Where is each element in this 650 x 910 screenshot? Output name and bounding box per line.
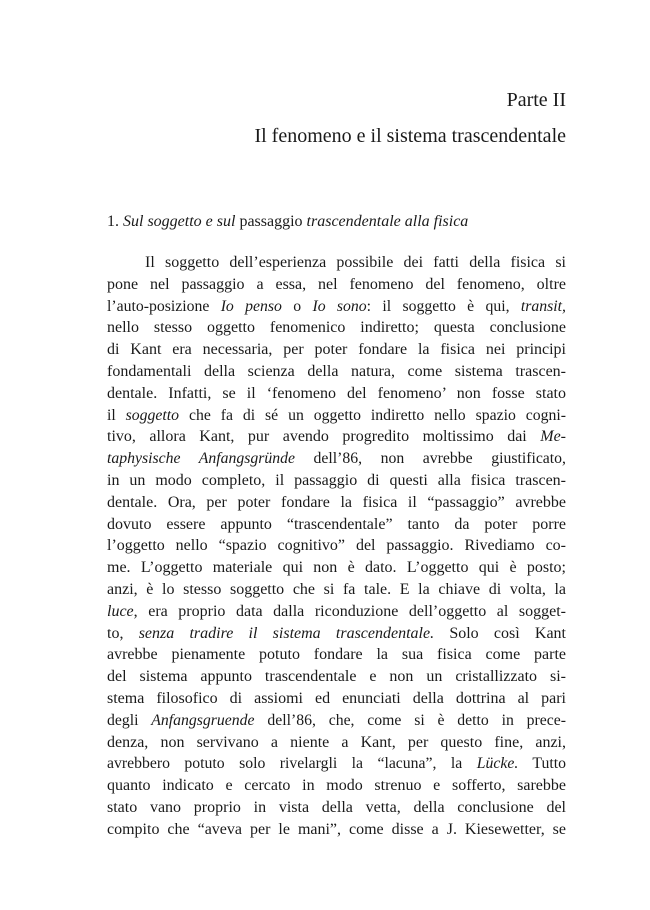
text-line: compito che “aveva per le mani”, come disse a J. Kiesewetter, se bbox=[107, 820, 566, 838]
text-line: nello stesso oggetto fenomenico indiretto; questa conclusione bbox=[107, 319, 566, 337]
section-number: 1. bbox=[107, 213, 119, 230]
text-line: avrebbe pienamente potuto fondare la sua fisica come parte bbox=[107, 646, 566, 664]
text-line: taphysische Anfangsgründe dell’86, non avrebbe giustificato, bbox=[107, 450, 566, 468]
text-line: denza, non servivano a niente a Kant, per questo fine, anzi, bbox=[107, 733, 566, 751]
text-line: luce, era proprio data dalla riconduzione dell’oggetto al sogget- bbox=[107, 602, 566, 620]
text-line: di Kant era necessaria, per poter fondare la fisica nei principi bbox=[107, 341, 566, 359]
text-line: l’auto-posizione Io penso o Io sono: il soggetto è qui, transit, bbox=[107, 297, 566, 315]
book-page bbox=[107, 0, 566, 910]
body-paragraph bbox=[107, 252, 566, 841]
text-line: pone nel passaggio a essa, nel fenomeno del fenomeno, oltre bbox=[107, 275, 566, 293]
text-line: quanto indicato e cercato in modo strenuo e sofferto, sarebbe bbox=[107, 777, 566, 795]
text-line: il soggetto che fa di sé un oggetto indiretto nello spazio cogni- bbox=[107, 406, 566, 424]
text-line: stema filosofico di assiomi ed enunciati della dottrina al pari bbox=[107, 689, 566, 707]
part-title: Il fenomeno e il sistema trascendentale bbox=[254, 125, 566, 147]
text-line: tivo, allora Kant, pur avendo progredito moltissimo dai Me- bbox=[107, 428, 566, 446]
text-line: fondamentali della scienza della natura, come sistema trascen- bbox=[107, 362, 566, 380]
text-line: dentale. Infatti, se il ‘fenomeno del fenomeno’ non fosse stato bbox=[107, 384, 566, 402]
text-line: to, senza tradire il sistema trascendentale. Solo così Kant bbox=[107, 624, 566, 642]
text-line: in un modo completo, il passaggio di questi alla fisica trascen- bbox=[107, 471, 566, 489]
text-line: dovuto essere appunto “trascendentale” tanto da poter porre bbox=[107, 515, 566, 533]
part-label: Parte II bbox=[506, 89, 566, 111]
section-title-italic-a: Sul soggetto e sul bbox=[123, 213, 236, 230]
text-line: degli Anfangsgruende dell’86, che, come si è detto in prece- bbox=[107, 711, 566, 729]
part-heading bbox=[254, 88, 566, 149]
text-line: del sistema appunto trascendentale e non un cristallizzato si- bbox=[107, 668, 566, 686]
section-title-roman: passaggio bbox=[235, 213, 307, 230]
text-line: Il soggetto dell’esperienza possibile dei fatti della fisica si bbox=[145, 254, 566, 271]
section-title bbox=[107, 212, 468, 232]
text-line: stato vano proprio in vista della vetta, della conclusione del bbox=[107, 798, 566, 816]
text-line: avrebbero potuto solo rivelargli la “lacuna”, la Lücke. Tutto bbox=[107, 755, 566, 773]
text-line: dentale. Ora, per poter fondare la fisica il “passaggio” avrebbe bbox=[107, 493, 566, 511]
text-line: l’oggetto nello “spazio cognitivo” del passaggio. Rivediamo co- bbox=[107, 537, 566, 555]
text-line: anzi, è lo stesso soggetto che si fa tale. E la chiave di volta, la bbox=[107, 580, 566, 598]
text-line: me. L’oggetto materiale qui non è dato. L’oggetto qui è posto; bbox=[107, 559, 566, 577]
section-title-italic-b: trascendentale alla fisica bbox=[306, 213, 469, 230]
